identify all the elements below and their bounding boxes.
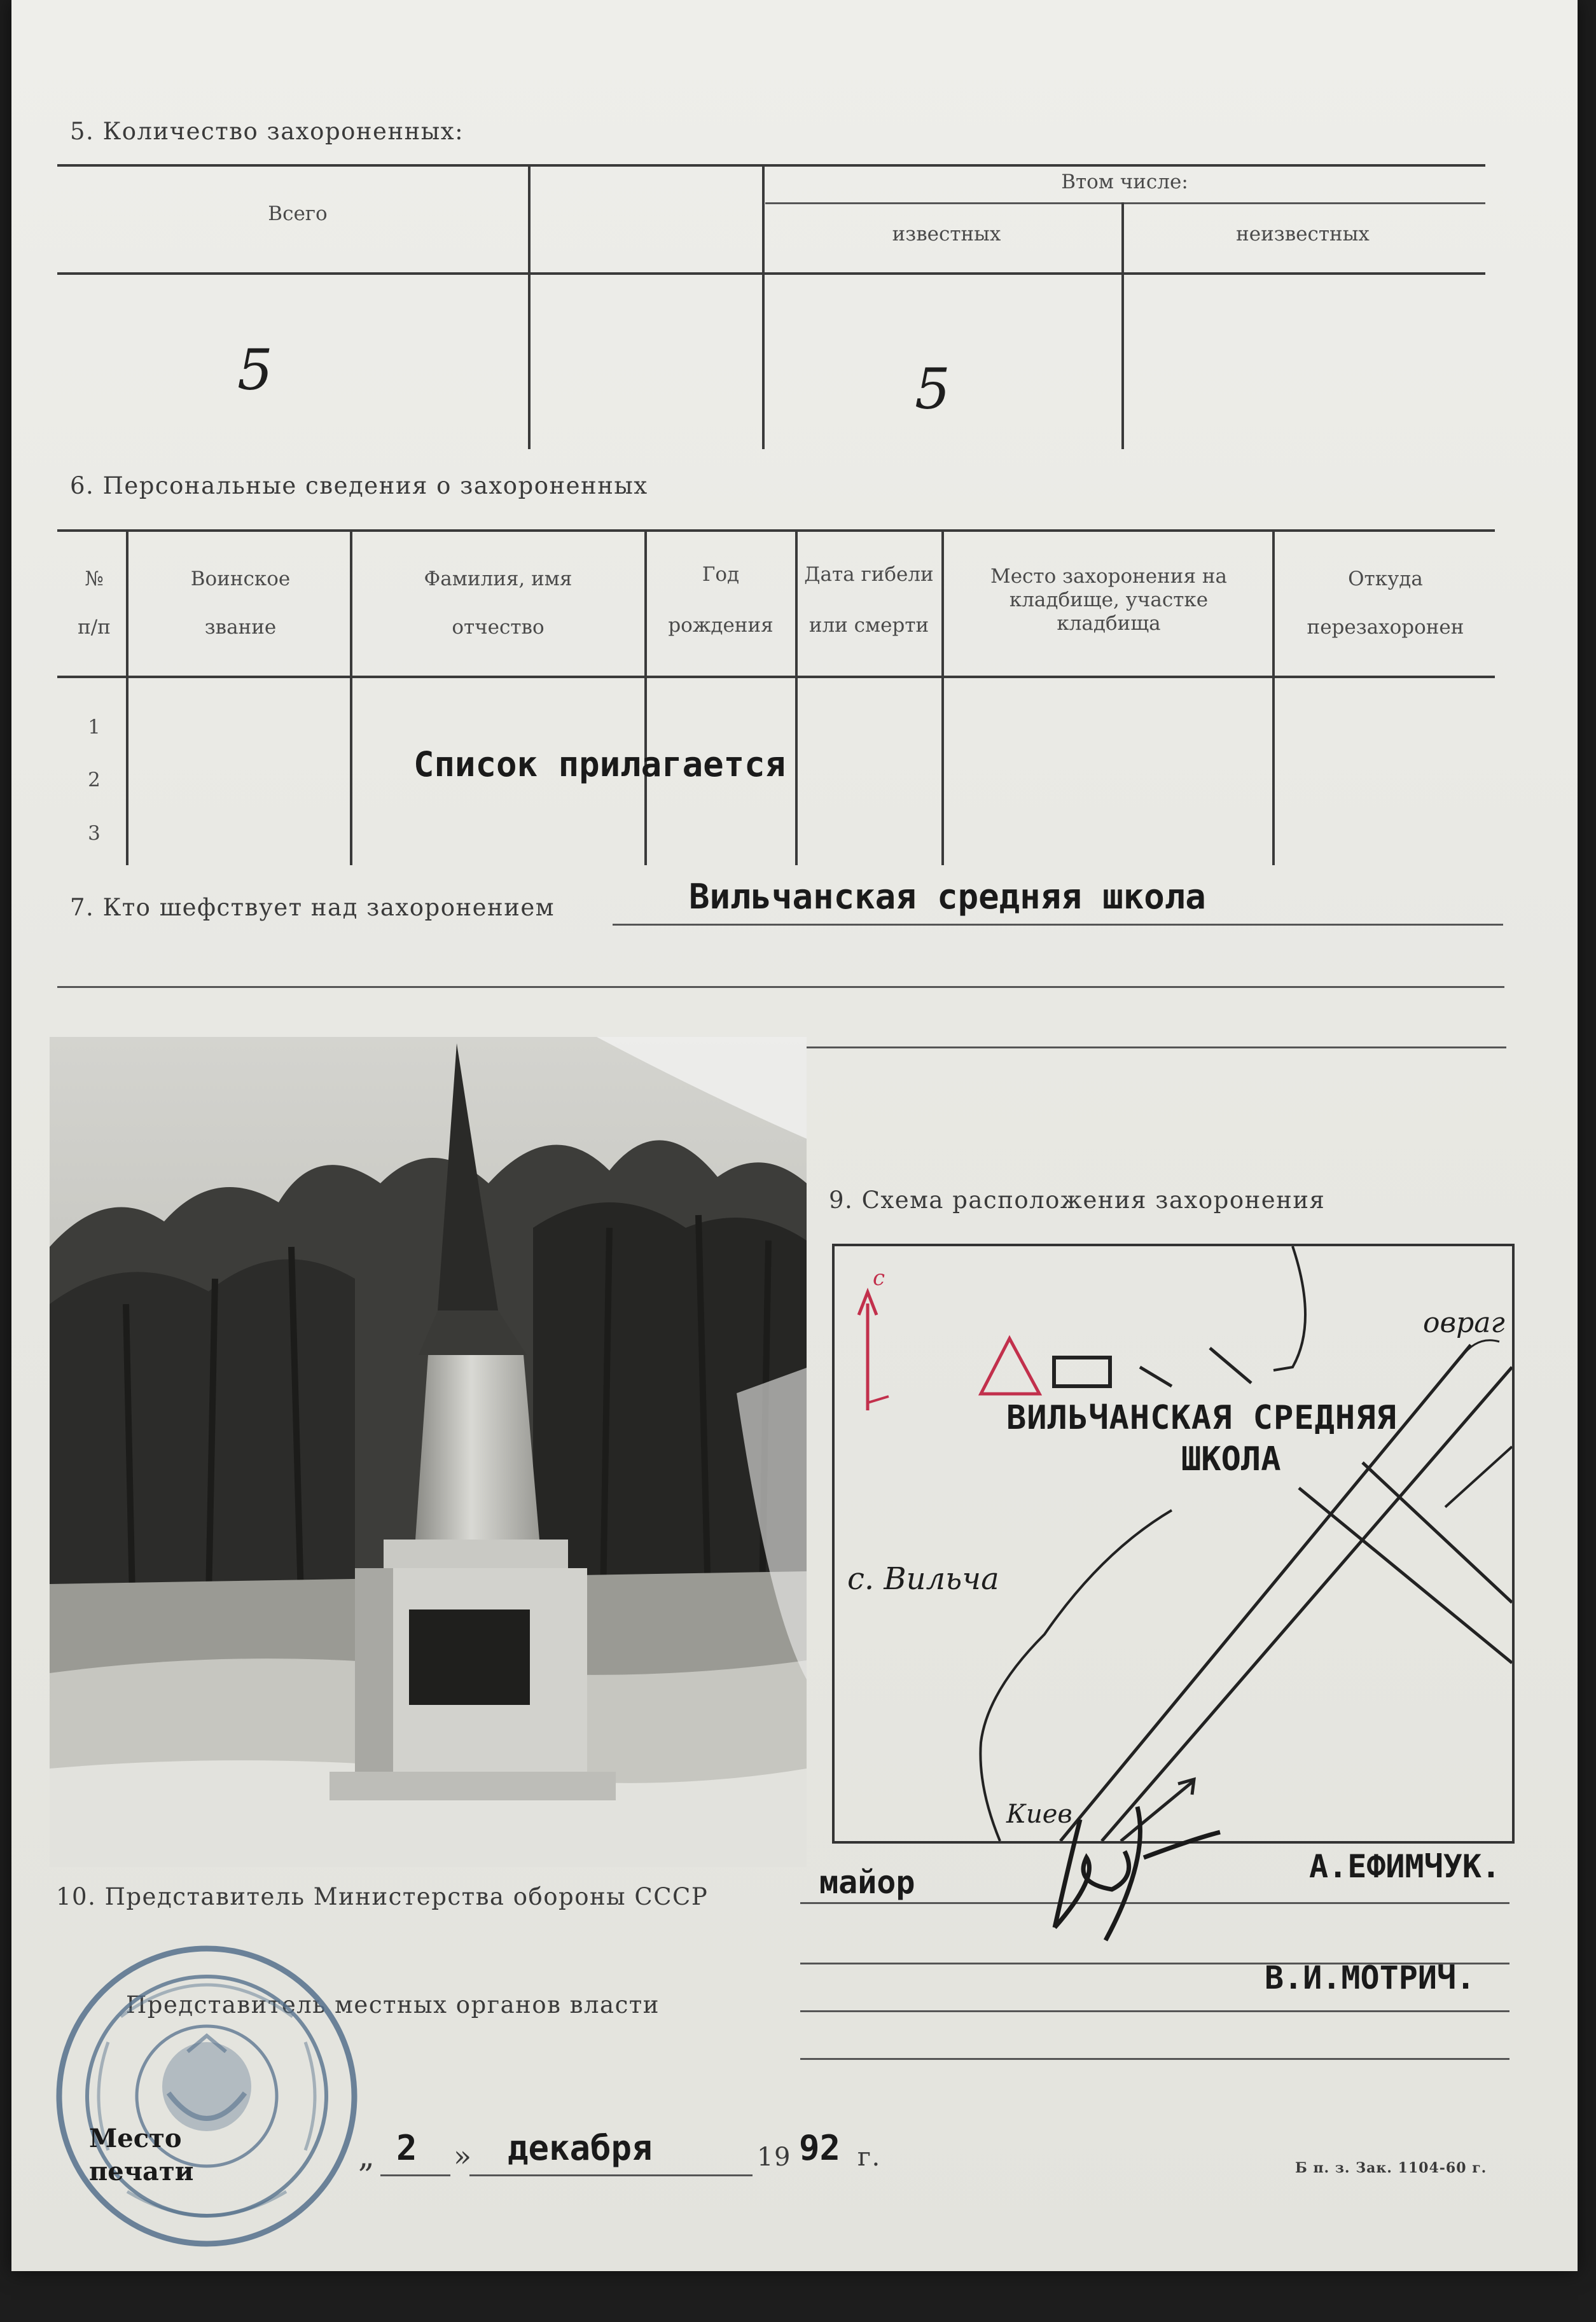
col-from-header-1: Откуда [1348,567,1423,590]
date-month: декабря [508,2128,653,2168]
col-birth-header-2: рождения [668,614,774,637]
local-authority-name: В.И.МОТРИЧ. [1265,1959,1476,1996]
col-name-header-1: Фамилия, имя [424,567,572,590]
mod-signature [1029,1781,1246,1947]
memorial-photo [50,1037,807,1867]
section7-title: 7. Кто шефствует над захоронением [70,894,555,921]
col-name-header-2: отчество [452,616,545,639]
col-unknown-header: неизвестных [1236,223,1370,246]
col-place-header: Место захоронения на кладбище, участке кладбища [990,565,1228,636]
table6-header-line [57,676,1495,678]
col-death-header-2: или смерти [808,614,929,637]
value-known: 5 [915,356,950,422]
north-label: с [873,1265,885,1291]
section10-line-3 [800,2010,1509,2012]
mod-rank: майор [819,1864,915,1901]
row-number-2: 2 [88,768,101,791]
date-open-mark: „ [358,2138,376,2174]
section6-title: 6. Персональные сведения о захороненных [70,472,648,499]
date-year-suffix: 92 [799,2128,841,2168]
row-number-3: 3 [88,822,101,845]
table5-including-line [765,202,1485,204]
section10-line-4 [800,2058,1509,2060]
table6-divider-1 [126,529,128,865]
col-known-header: известных [892,223,1001,246]
table6-top-line [57,529,1495,532]
ravine-label: овраг [1423,1307,1505,1339]
section10-title: 10. Представитель Министерства обороны СССР [56,1883,709,1910]
school-label-line1: ВИЛЬЧАНСКАЯ СРЕДНЯЯ [1006,1399,1397,1437]
table6-divider-3 [644,529,647,865]
date-year-unit: г. [857,2143,881,2172]
printer-mark: Б п. з. Зак. 1104-60 г. [1295,2160,1487,2176]
location-scheme [832,1244,1515,1844]
patron-school: Вильчанская средняя школа [689,877,1206,917]
form-sheet [11,0,1578,2271]
date-day-line [380,2174,450,2176]
col-rank-header-2: звание [204,616,277,639]
section9-title: 9. Схема расположения захоронения [829,1186,1326,1214]
section7-line-2 [57,986,1504,988]
table5-header-line [57,272,1485,275]
date-close-mark: » [454,2139,473,2173]
table5-top-line [57,164,1485,167]
village-label: с. Вильча [847,1561,999,1597]
date-month-line [469,2174,753,2176]
stamp-place-label-2: печати [89,2157,194,2186]
col-death-header-1: Дата гибели [804,563,934,586]
col-from-header-2: перезахоронен [1307,616,1464,639]
table6-divider-2 [350,529,352,865]
date-year-prefix: 19 [757,2143,791,2172]
col-num-header-1: № [85,567,104,590]
table5-divider-2 [762,164,765,449]
col-birth-header-1: Год [702,563,740,586]
col-num-header-2: п/п [78,616,111,639]
kiev-label: Киев [1006,1800,1072,1829]
local-authority-title: Представитель местных органов власти [126,1991,660,2019]
col-rank-header-1: Воинское [190,567,291,590]
table5-divider-3 [1121,202,1124,449]
official-stamp [51,1940,363,2252]
section5-title: 5. Количество захороненных: [70,118,464,145]
section8-line [807,1046,1506,1048]
col-total-header: Всего [268,202,328,225]
table6-divider-6 [1272,529,1275,865]
value-total: 5 [237,337,273,403]
date-day: 2 [396,2128,417,2168]
mod-name: А.ЕФИМЧУК. [1309,1848,1501,1885]
typed-list-attached: Список прилагается [413,744,786,784]
stamp-place-label-1: Место [89,2124,182,2153]
table6-divider-5 [941,529,944,865]
row-number-1: 1 [88,716,101,739]
section7-fill-line [613,924,1503,926]
col-including-header: Втом числе: [1061,170,1188,193]
school-label-line2: ШКОЛА [1181,1440,1281,1478]
table5-divider-1 [528,164,531,449]
